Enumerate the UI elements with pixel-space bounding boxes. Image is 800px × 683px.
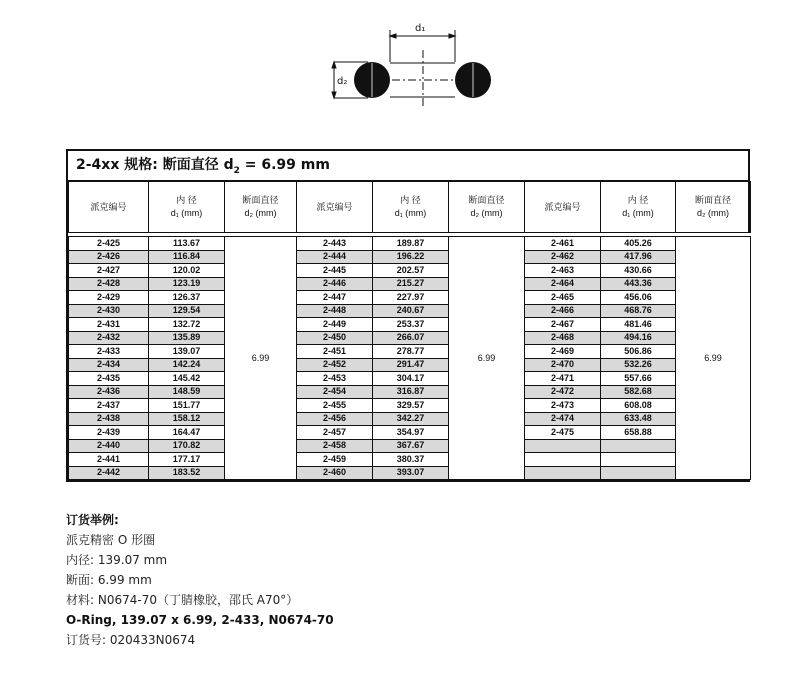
inner-diameter-cell: 304.17 bbox=[373, 372, 449, 386]
part-number-cell: 2-475 bbox=[525, 426, 601, 440]
part-number-cell: 2-444 bbox=[297, 250, 373, 264]
inner-diameter-cell: 113.67 bbox=[149, 237, 225, 251]
inner-diameter-cell: 532.26 bbox=[601, 358, 676, 372]
inner-diameter-cell bbox=[601, 439, 676, 453]
part-number-cell: 2-470 bbox=[525, 358, 601, 372]
inner-diameter-cell bbox=[601, 466, 676, 480]
section-diameter-cell: 6.99 bbox=[676, 237, 751, 480]
part-number-cell: 2-427 bbox=[69, 264, 149, 278]
part-number-cell: 2-471 bbox=[525, 372, 601, 386]
header-section-diameter: 断面直径 d₂ (mm) bbox=[449, 182, 525, 233]
part-number-cell: 2-469 bbox=[525, 345, 601, 359]
inner-diameter-cell: 139.07 bbox=[149, 345, 225, 359]
inner-diameter-cell: 291.47 bbox=[373, 358, 449, 372]
part-number-cell: 2-431 bbox=[69, 318, 149, 332]
table-row bbox=[525, 237, 751, 251]
part-number-cell: 2-458 bbox=[297, 439, 373, 453]
header-section-diameter: 断面直径 d₂ (mm) bbox=[225, 182, 297, 233]
spec-table-title: 2-4xx 规格: 断面直径 $d_2 = 6.99$ mm bbox=[68, 151, 748, 181]
header-part-no: 派克编号 bbox=[525, 182, 601, 233]
inner-diameter-cell: 240.67 bbox=[373, 304, 449, 318]
inner-diameter-cell: 354.97 bbox=[373, 426, 449, 440]
part-number-cell: 2-454 bbox=[297, 385, 373, 399]
part-number-cell: 2-441 bbox=[69, 453, 149, 467]
inner-diameter-cell: 202.57 bbox=[373, 264, 449, 278]
order-example-heading: 订货举例: bbox=[66, 513, 119, 527]
part-number-cell: 2-429 bbox=[69, 291, 149, 305]
order-example-section: 断面: 6.99 mm bbox=[66, 573, 152, 587]
inner-diameter-cell: 120.02 bbox=[149, 264, 225, 278]
part-number-cell: 2-472 bbox=[525, 385, 601, 399]
table-row bbox=[297, 237, 525, 251]
header-part-no: 派克编号 bbox=[69, 182, 149, 233]
part-number-cell: 2-460 bbox=[297, 466, 373, 480]
order-example-product: 派克精密 O 形圈 bbox=[66, 533, 156, 547]
part-number-cell: 2-447 bbox=[297, 291, 373, 305]
inner-diameter-cell: 658.88 bbox=[601, 426, 676, 440]
part-number-cell: 2-446 bbox=[297, 277, 373, 291]
part-number-cell: 2-466 bbox=[525, 304, 601, 318]
part-number-cell: 2-437 bbox=[69, 399, 149, 413]
inner-diameter-cell: 253.37 bbox=[373, 318, 449, 332]
header-part-no: 派克编号 bbox=[297, 182, 373, 233]
spec-table-group-1 bbox=[68, 181, 297, 480]
part-number-cell: 2-456 bbox=[297, 412, 373, 426]
part-number-cell: 2-462 bbox=[525, 250, 601, 264]
part-number-cell: 2-455 bbox=[297, 399, 373, 413]
order-example-material: 材料: N0674-70（丁腈橡胶，邵氏 A70°） bbox=[66, 593, 299, 607]
part-number-cell: 2-438 bbox=[69, 412, 149, 426]
part-number-cell: 2-467 bbox=[525, 318, 601, 332]
inner-diameter-cell: 129.54 bbox=[149, 304, 225, 318]
spec-table-group-3 bbox=[524, 181, 751, 480]
section-diameter-cell: 6.99 bbox=[449, 237, 525, 480]
part-number-cell: 2-428 bbox=[69, 277, 149, 291]
part-number-cell: 2-436 bbox=[69, 385, 149, 399]
inner-diameter-cell: 116.84 bbox=[149, 250, 225, 264]
inner-diameter-cell bbox=[601, 453, 676, 467]
order-example-spec-line: O-Ring, 139.07 x 6.99, 2-433, N0674-70 bbox=[66, 613, 334, 627]
inner-diameter-cell: 405.26 bbox=[601, 237, 676, 251]
part-number-cell: 2-463 bbox=[525, 264, 601, 278]
inner-diameter-cell: 266.07 bbox=[373, 331, 449, 345]
inner-diameter-cell: 126.37 bbox=[149, 291, 225, 305]
inner-diameter-cell: 151.77 bbox=[149, 399, 225, 413]
part-number-cell: 2-457 bbox=[297, 426, 373, 440]
inner-diameter-cell: 608.08 bbox=[601, 399, 676, 413]
header-inner-diameter: 内 径 d₁ (mm) bbox=[149, 182, 225, 233]
header-section-diameter: 断面直径 d₂ (mm) bbox=[676, 182, 751, 233]
part-number-cell: 2-443 bbox=[297, 237, 373, 251]
inner-diameter-cell: 145.42 bbox=[149, 372, 225, 386]
inner-diameter-cell: 189.87 bbox=[373, 237, 449, 251]
order-example bbox=[66, 510, 334, 650]
inner-diameter-cell: 430.66 bbox=[601, 264, 676, 278]
part-number-cell: 2-445 bbox=[297, 264, 373, 278]
part-number-cell bbox=[525, 453, 601, 467]
inner-diameter-cell: 135.89 bbox=[149, 331, 225, 345]
inner-diameter-cell: 215.27 bbox=[373, 277, 449, 291]
part-number-cell: 2-432 bbox=[69, 331, 149, 345]
inner-diameter-cell: 506.86 bbox=[601, 345, 676, 359]
inner-diameter-cell: 557.66 bbox=[601, 372, 676, 386]
inner-diameter-cell: 278.77 bbox=[373, 345, 449, 359]
part-number-cell: 2-453 bbox=[297, 372, 373, 386]
inner-diameter-cell: 170.82 bbox=[149, 439, 225, 453]
inner-diameter-cell: 456.06 bbox=[601, 291, 676, 305]
inner-diameter-cell: 367.67 bbox=[373, 439, 449, 453]
part-number-cell: 2-450 bbox=[297, 331, 373, 345]
part-number-cell: 2-459 bbox=[297, 453, 373, 467]
inner-diameter-cell: 417.96 bbox=[601, 250, 676, 264]
part-number-cell bbox=[525, 466, 601, 480]
order-example-order-number: 订货号: 020433N0674 bbox=[66, 633, 196, 647]
d2-label: d₂ bbox=[337, 76, 348, 87]
inner-diameter-cell: 481.46 bbox=[601, 318, 676, 332]
inner-diameter-cell: 468.76 bbox=[601, 304, 676, 318]
part-number-cell: 2-451 bbox=[297, 345, 373, 359]
part-number-cell: 2-449 bbox=[297, 318, 373, 332]
order-example-inner-diameter: 内径: 139.07 mm bbox=[66, 553, 168, 567]
inner-diameter-cell: 633.48 bbox=[601, 412, 676, 426]
part-number-cell: 2-442 bbox=[69, 466, 149, 480]
inner-diameter-cell: 132.72 bbox=[149, 318, 225, 332]
inner-diameter-cell: 380.37 bbox=[373, 453, 449, 467]
part-number-cell: 2-474 bbox=[525, 412, 601, 426]
d1-label: d₁ bbox=[415, 23, 426, 34]
inner-diameter-cell: 142.24 bbox=[149, 358, 225, 372]
inner-diameter-cell: 342.27 bbox=[373, 412, 449, 426]
part-number-cell: 2-430 bbox=[69, 304, 149, 318]
spec-table-group-2 bbox=[296, 181, 525, 480]
inner-diameter-cell: 227.97 bbox=[373, 291, 449, 305]
inner-diameter-cell: 393.07 bbox=[373, 466, 449, 480]
inner-diameter-cell: 443.36 bbox=[601, 277, 676, 291]
part-number-cell: 2-464 bbox=[525, 277, 601, 291]
inner-diameter-cell: 196.22 bbox=[373, 250, 449, 264]
part-number-cell: 2-448 bbox=[297, 304, 373, 318]
o-ring-cross-section-diagram bbox=[320, 20, 500, 110]
part-number-cell bbox=[525, 439, 601, 453]
part-number-cell: 2-433 bbox=[69, 345, 149, 359]
part-number-cell: 2-465 bbox=[525, 291, 601, 305]
inner-diameter-cell: 494.16 bbox=[601, 331, 676, 345]
header-inner-diameter: 内 径 d₁ (mm) bbox=[601, 182, 676, 233]
inner-diameter-cell: 329.57 bbox=[373, 399, 449, 413]
part-number-cell: 2-434 bbox=[69, 358, 149, 372]
section-diameter-cell: 6.99 bbox=[225, 237, 297, 480]
part-number-cell: 2-473 bbox=[525, 399, 601, 413]
part-number-cell: 2-440 bbox=[69, 439, 149, 453]
inner-diameter-cell: 148.59 bbox=[149, 385, 225, 399]
header-inner-diameter: 内 径 d₁ (mm) bbox=[373, 182, 449, 233]
part-number-cell: 2-468 bbox=[525, 331, 601, 345]
inner-diameter-cell: 164.47 bbox=[149, 426, 225, 440]
inner-diameter-cell: 183.52 bbox=[149, 466, 225, 480]
spec-table bbox=[66, 149, 750, 482]
part-number-cell: 2-439 bbox=[69, 426, 149, 440]
part-number-cell: 2-461 bbox=[525, 237, 601, 251]
table-row bbox=[69, 237, 297, 251]
part-number-cell: 2-452 bbox=[297, 358, 373, 372]
part-number-cell: 2-426 bbox=[69, 250, 149, 264]
inner-diameter-cell: 582.68 bbox=[601, 385, 676, 399]
part-number-cell: 2-435 bbox=[69, 372, 149, 386]
part-number-cell: 2-425 bbox=[69, 237, 149, 251]
inner-diameter-cell: 316.87 bbox=[373, 385, 449, 399]
inner-diameter-cell: 123.19 bbox=[149, 277, 225, 291]
inner-diameter-cell: 158.12 bbox=[149, 412, 225, 426]
inner-diameter-cell: 177.17 bbox=[149, 453, 225, 467]
